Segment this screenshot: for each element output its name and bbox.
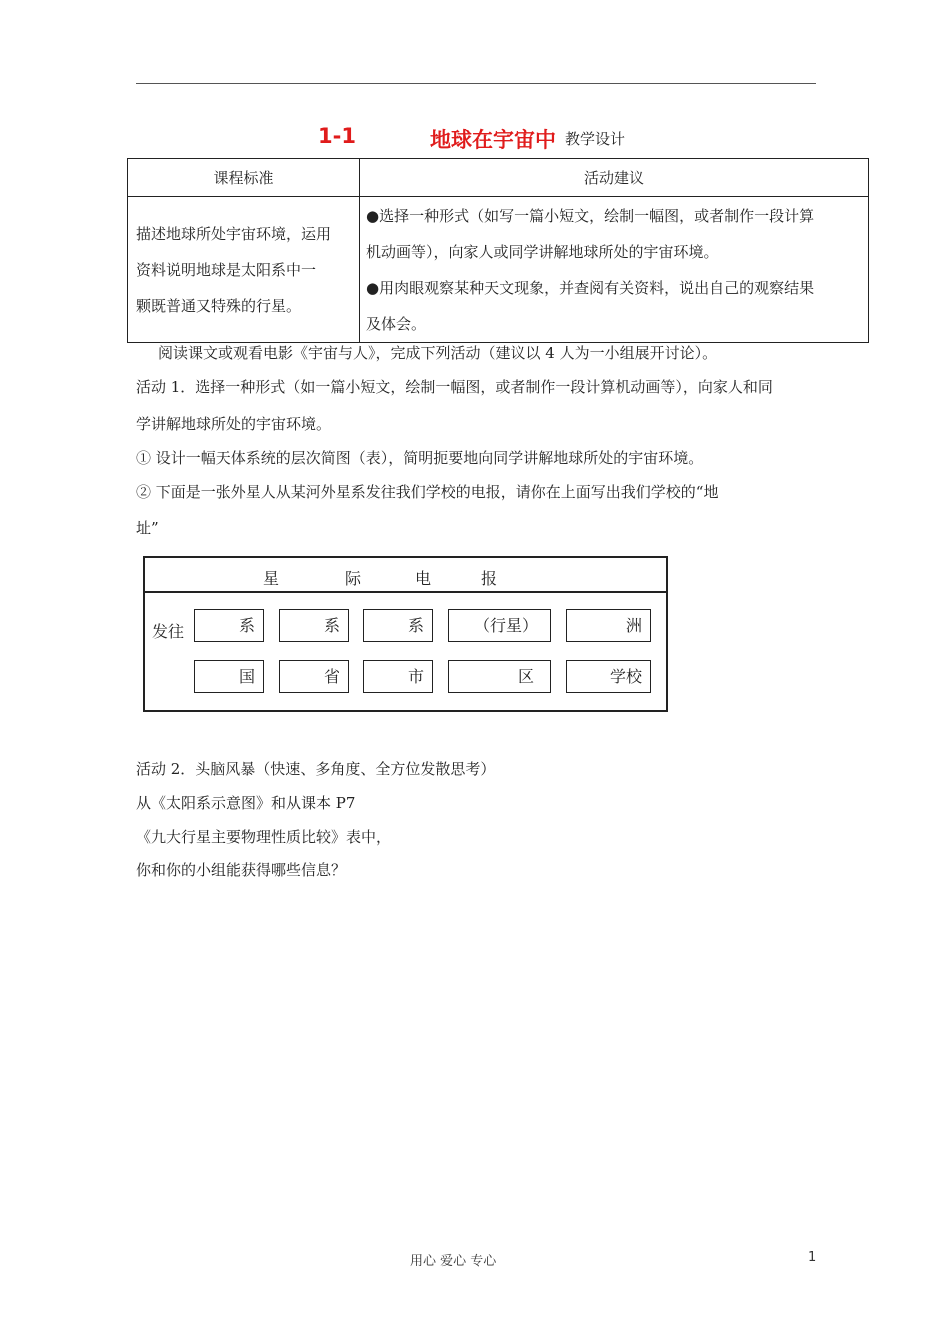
suggestion-line: 机动画等），向家人或同学讲解地球所处的宇宙环境。 — [366, 242, 719, 261]
header-activity-suggestion: 活动建议 — [360, 159, 869, 197]
intro-paragraph: 阅读课文或观看电影《宇宙与人》，完成下列活动（建议以 4 人为一小组展开讨论）。 — [158, 344, 718, 362]
activity2-question: 你和你的小组能获得哪些信息？ — [136, 861, 347, 879]
standard-line: 颗既普通又特殊的行星。 — [136, 296, 302, 315]
title-number: 1-1 — [318, 124, 356, 148]
standard-cell — [128, 197, 360, 343]
title-main: 地球在宇宙中 — [430, 128, 556, 152]
activity2-text: 从《太阳系示意图》和从课本 P7 — [136, 794, 356, 812]
telegram-header — [145, 558, 666, 593]
telegram-title-char: 报 — [481, 569, 498, 588]
address-field-planet[interactable]: （行星） — [448, 609, 551, 642]
activity1-item2: ② 下面是一张外星人从某河外星系发往我们学校的电报，请你在上面写出我们学校的“地 — [136, 483, 719, 501]
curriculum-table — [127, 158, 869, 343]
activity2-title: 活动 2．头脑风暴（快速、多角度、全方位发散思考） — [136, 760, 496, 778]
address-field-school[interactable]: 学校 — [566, 660, 651, 693]
suggestion-line: 及体会。 — [366, 314, 427, 333]
address-field-province[interactable]: 省 — [279, 660, 349, 693]
footer-slogan: 用心 爱心 专心 — [410, 1254, 497, 1269]
address-field-country[interactable]: 国 — [194, 660, 264, 693]
suggestion-line: ●用肉眼观察某种天文现象，并查阅有关资料，说出自己的观察结果 — [366, 278, 815, 297]
standard-line: 描述地球所处宇宙环境，运用 — [136, 224, 332, 243]
header-rule — [136, 83, 816, 84]
telegram-title-char: 电 — [415, 569, 432, 588]
activity1-text-cont: 学讲解地球所处的宇宙环境。 — [136, 415, 332, 433]
address-field-solar-system[interactable]: 系 — [363, 609, 433, 642]
telegram-title-char: 星 — [263, 569, 280, 588]
interstellar-telegram — [143, 556, 668, 712]
standard-line: 资料说明地球是太阳系中一 — [136, 260, 317, 279]
address-field-system[interactable]: 系 — [279, 609, 349, 642]
header-curriculum-standard: 课程标准 — [128, 159, 360, 197]
activity1-item2-cont: 址” — [136, 519, 159, 537]
suggestion-line: ●选择一种形式（如写一篇小短文，绘制一幅图，或者制作一段计算 — [366, 206, 815, 225]
page-number: 1 — [808, 1250, 817, 1265]
address-field-district[interactable]: 区 — [448, 660, 551, 693]
suggestion-cell — [360, 197, 869, 343]
address-field-galaxy[interactable]: 系 — [194, 609, 264, 642]
address-field-continent[interactable]: 洲 — [566, 609, 651, 642]
activity1-item1: ① 设计一幅天体系统的层次简图（表），简明扼要地向同学讲解地球所处的宇宙环境。 — [136, 449, 704, 467]
telegram-send-label: 发往 — [152, 622, 185, 641]
title-suffix: 教学设计 — [565, 130, 626, 148]
activity1-text: 活动 1．选择一种形式（如一篇小短文，绘制一幅图，或者制作一段计算机动画等），向家人和同 — [136, 378, 773, 396]
activity2-text: 《九大行星主要物理性质比较》表中， — [136, 828, 392, 846]
address-field-city[interactable]: 市 — [363, 660, 433, 693]
telegram-title-char: 际 — [345, 569, 362, 588]
